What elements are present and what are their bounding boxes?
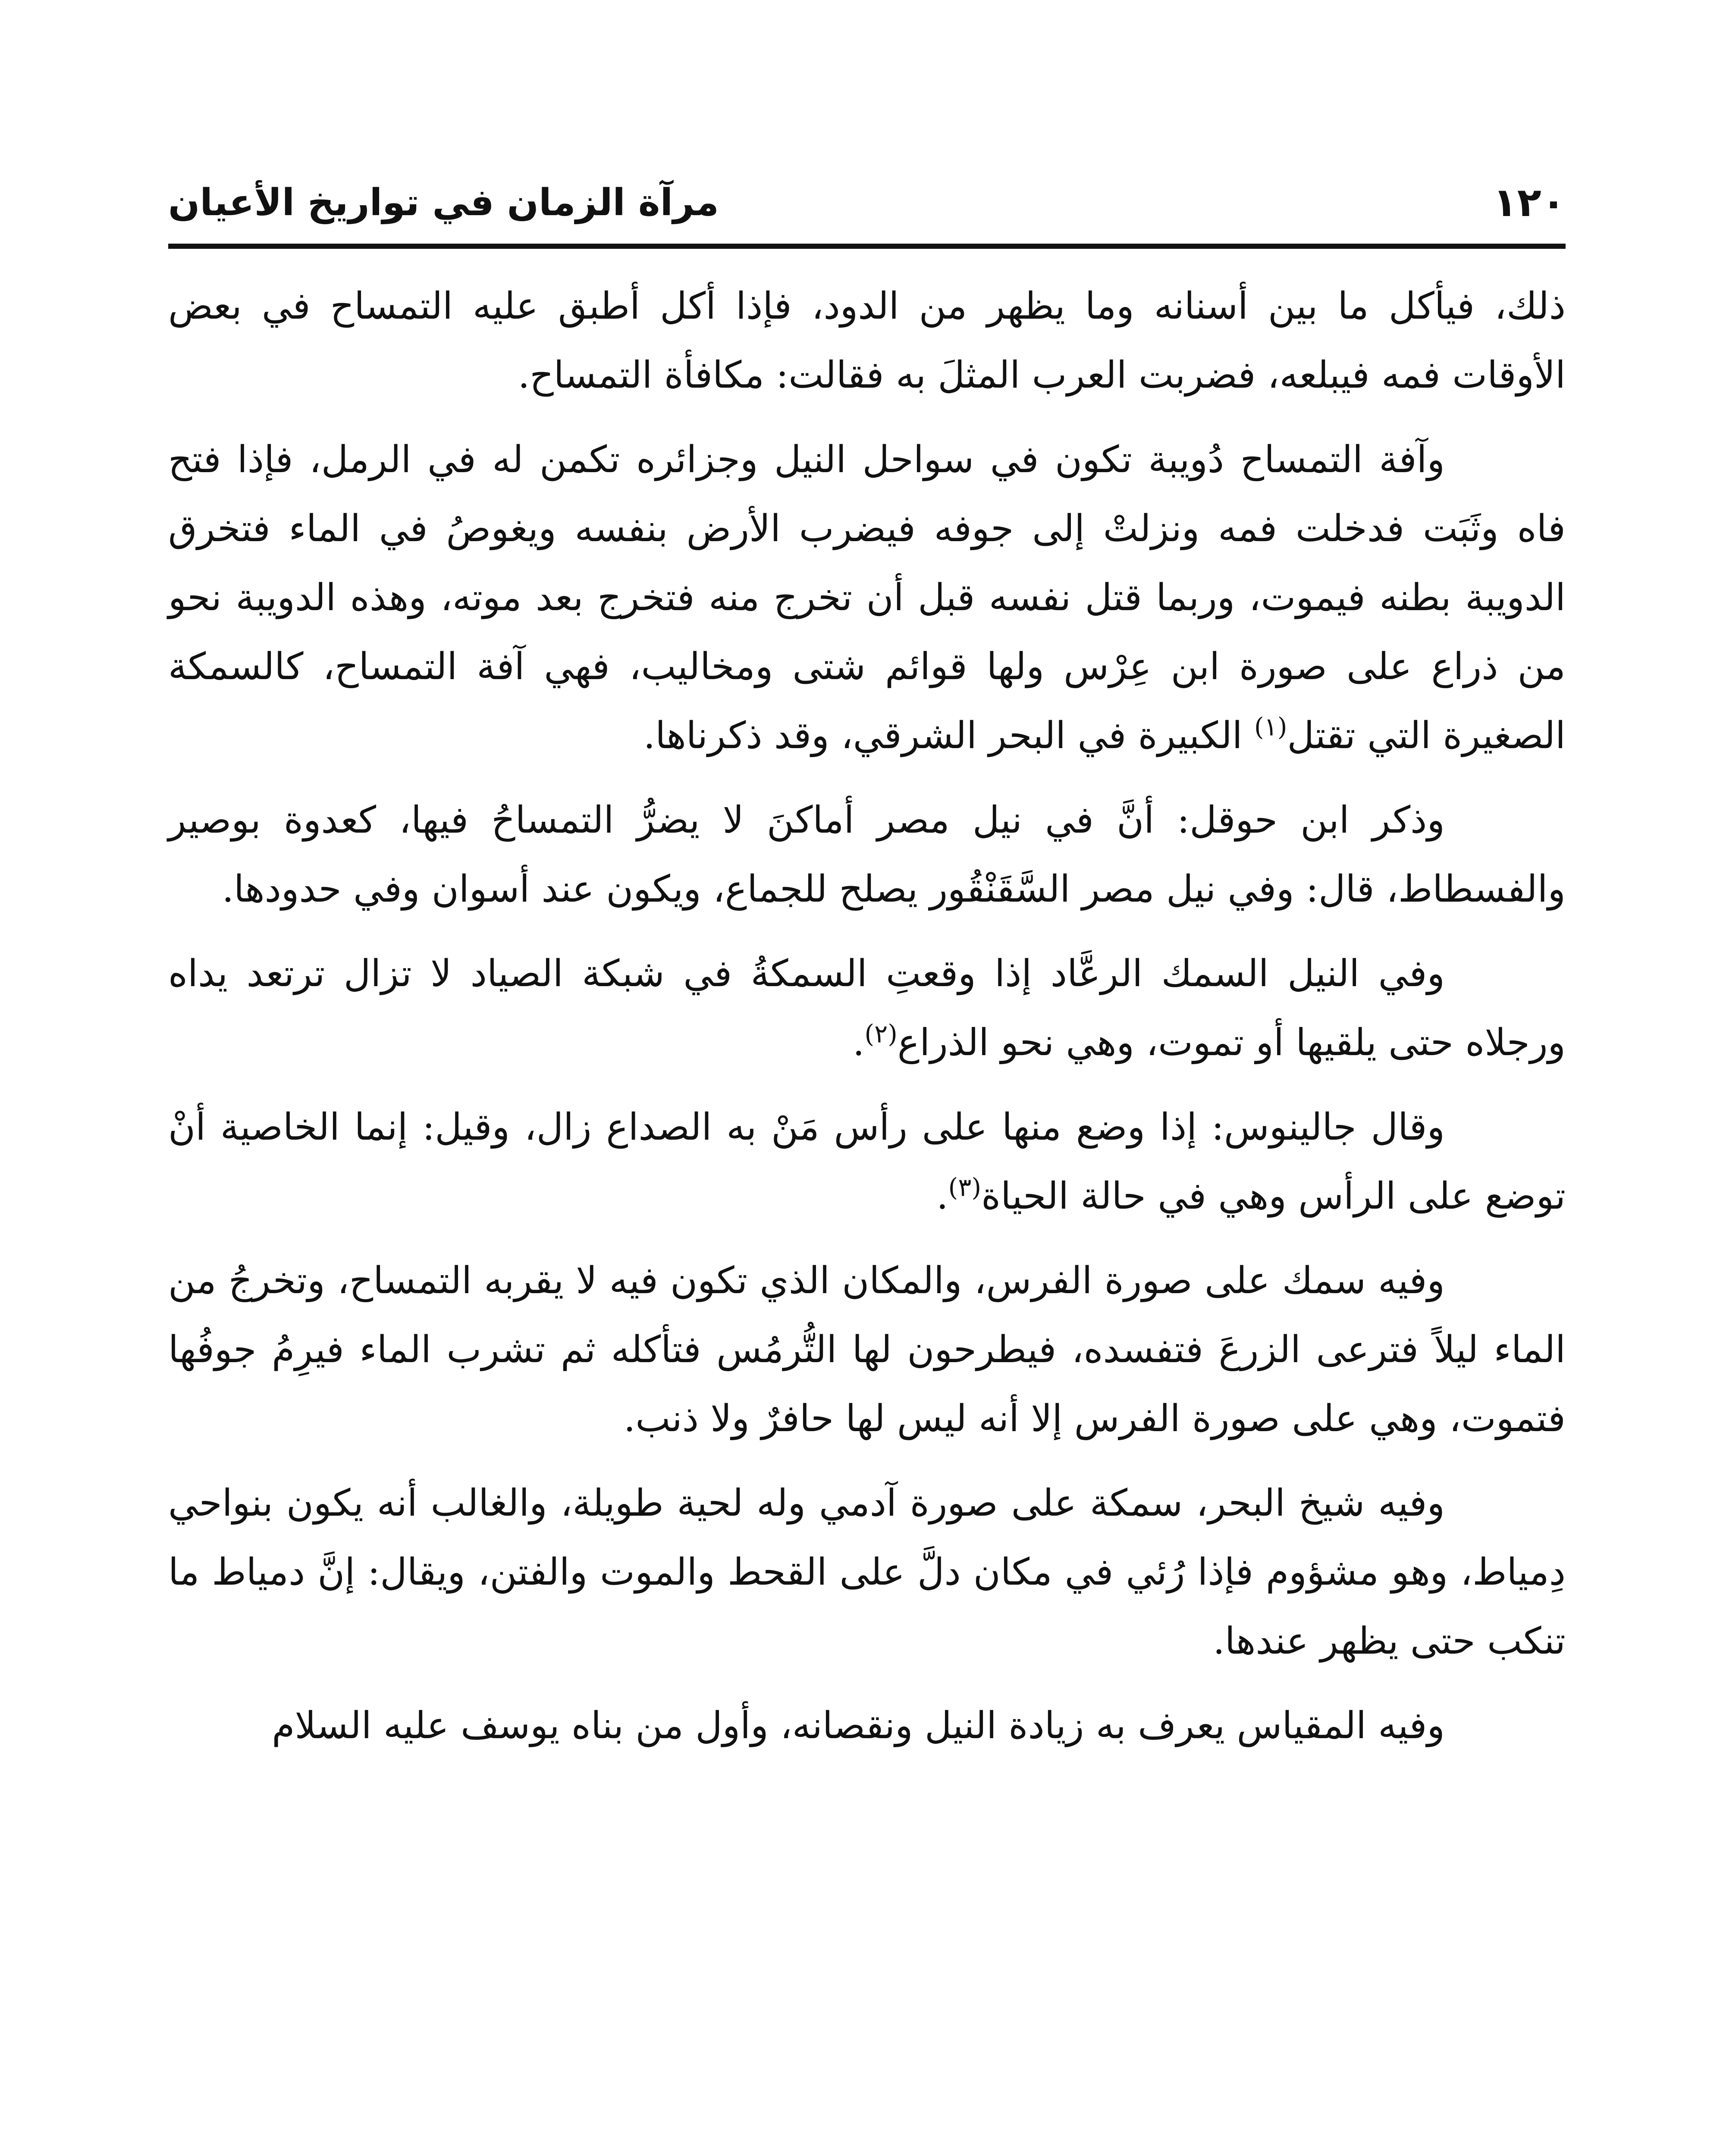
paragraph: وقال جالينوس: إذا وضع منها على رأس مَنْ به الصداع زال، وقيل: إنما الخاصية أنْ توضع على الرأس وهي في حالة الحياة$^{(٣)}$.	[168, 1106, 1566, 1218]
paragraph: وفيه سمك على صورة الفرس، والمكان الذي تكون فيه لا يقربه التمساح، وتخرجُ من الماء ليلاً فترعى الزرعَ فتفسده، فيطرحون لها التُّرمُس فتأكله ثم تشرب الماء فيرِمُ جوفُها فتموت، وهي على صورة الفرس إلا أنه ليس لها حافرٌ ولا ذنب.	[168, 1259, 1566, 1440]
paragraph: وذكر ابن حوقل: أنَّ في نيل مصر أماكنَ لا يضرُّ التمساحُ فيها، كعدوة بوصير والفسطاط، قال: وفي نيل مصر السَّقَنْقُور يصلح للجماع، ويكون عند أسوان وفي حدودها.	[168, 799, 1566, 911]
paragraph: وآفة التمساح دُويبة تكون في سواحل النيل وجزائره تكمن له في الرمل، فإذا فتح فاه وثَبَت فدخلت فمه ونزلتْ إلى جوفه فيضرب الأرض بنفسه ويغوصُ في الماء فتخرق الدويبة بطنه فيموت، وربما قتل نفسه قبل أن تخرج منه فتخرج بعد موته، وهذه الدويبة نحو من ذراع على صورة ابن عِرْس ولها قوائم شتى ومخاليب، فهي آفة التمساح، كالسمكة الصغيرة التي تقتل$^{(١)}$ الكبيرة في البحر الشرقي، وقد ذكرناها.	[168, 438, 1566, 757]
paragraph: ذلك، فيأكل ما بين أسنانه وما يظهر من الدود، فإذا أكل أطبق عليه التمساح في بعض الأوقات فمه فيبلعه، فضربت العرب المثلَ به فقالت: مكافأة التمساح.	[168, 285, 1566, 397]
footnote-reference[interactable]: (٢)	[864, 1019, 898, 1049]
body-text	[168, 272, 1566, 1776]
paragraph: وفيه المقياس يعرف به زيادة النيل ونقصانه، وأول من بناه يوسف عليه السلام	[272, 1704, 1445, 1747]
paragraph: وفي النيل السمك الرعَّاد إذا وقعتِ السمكةُ في شبكة الصياد لا تزال ترتعد يداه ورجلاه حتى يلقيها أو تموت، وهي نحو الذراع$^{(٢)}$.	[168, 952, 1566, 1064]
footnote-reference[interactable]: (١)	[1254, 712, 1287, 742]
page-number: ١٢٠	[1493, 179, 1566, 226]
footnote-reference[interactable]: (٣)	[948, 1172, 982, 1202]
running-header	[168, 170, 1566, 235]
header-rule	[168, 244, 1566, 249]
paragraph: وفيه شيخ البحر، سمكة على صورة آدمي وله لحية طويلة، والغالب أنه يكون بنواحي دِمياط، وهو مشؤوم فإذا رُئي في مكان دلَّ على القحط والموت والفتن، ويقال: إنَّ دمياط ما تنكب حتى يظهر عندها.	[168, 1482, 1566, 1663]
book-title: مرآة الزمان في تواريخ الأعيان	[168, 181, 719, 224]
